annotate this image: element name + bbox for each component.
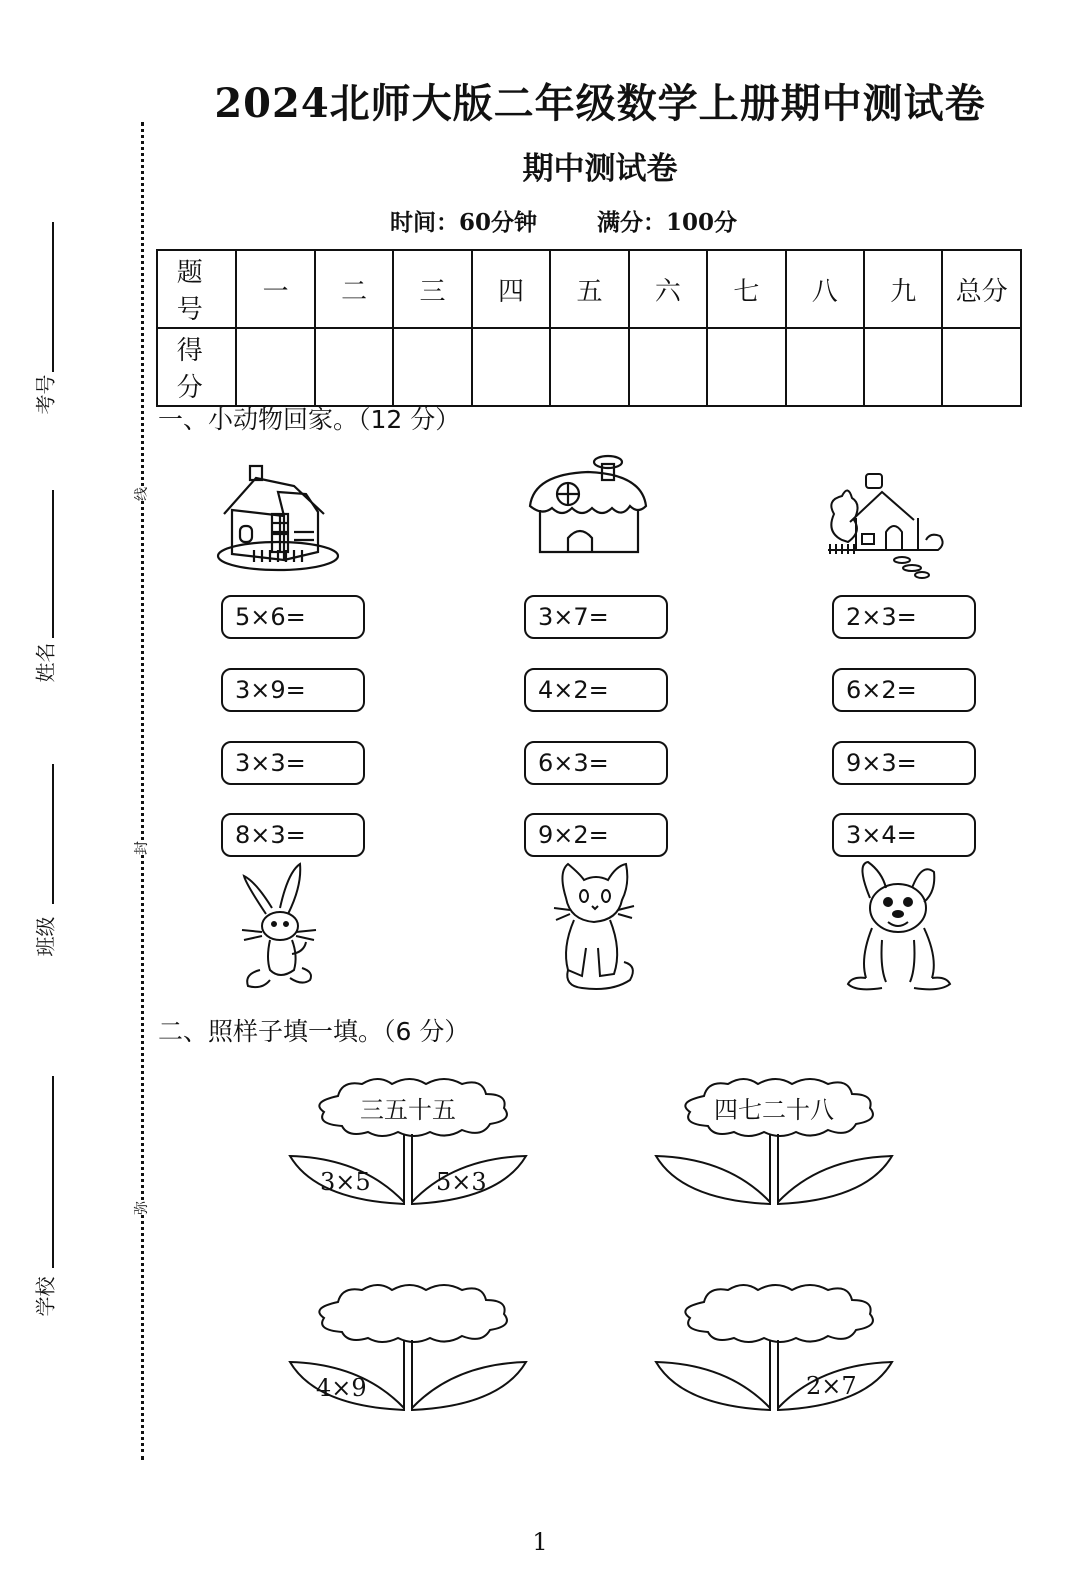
binding-dotted-line xyxy=(141,122,144,1460)
equation-box[interactable]: 3×9= xyxy=(221,668,365,712)
field-label-school: 学校 xyxy=(33,1276,58,1317)
equation-box[interactable]: 4×2= xyxy=(524,668,668,712)
score-table-cell: 四 xyxy=(472,250,550,328)
cat-icon xyxy=(552,858,638,994)
cottage-house-icon xyxy=(524,454,652,560)
score-table-cell: 题 号 xyxy=(157,250,236,328)
field-line-exam-number xyxy=(52,222,54,372)
score-table-cell: 六 xyxy=(629,250,707,328)
flower-question xyxy=(652,1076,896,1212)
page-number: 1 xyxy=(532,1528,548,1556)
field-line-name xyxy=(52,490,54,638)
score-table-cell: 九 xyxy=(864,250,942,328)
equation-box[interactable]: 3×4= xyxy=(832,813,976,857)
score-table-header-row xyxy=(157,250,1021,328)
barn-house-icon xyxy=(214,462,342,574)
equation-box[interactable]: 9×3= xyxy=(832,741,976,785)
seal-mark-seal: 封 xyxy=(131,841,151,855)
page-subtitle: 期中测试卷 xyxy=(522,151,678,187)
equation-box[interactable]: 9×2= xyxy=(524,813,668,857)
left-leaf-text: 3×5 xyxy=(320,1168,371,1196)
garden-house-icon xyxy=(822,470,952,580)
cloud-text: 三五十五 xyxy=(360,1096,456,1124)
section1-title: 一、小动物回家。（12 分） xyxy=(158,405,461,434)
page-title: 2024北师大版二年级数学上册期中测试卷 xyxy=(214,80,986,127)
score-table-cell: 七 xyxy=(707,250,785,328)
flower-question xyxy=(652,1282,896,1418)
right-leaf-text: 5×3 xyxy=(436,1168,487,1196)
full-score-label: 满分：100分 xyxy=(597,209,738,236)
score-input-cell[interactable] xyxy=(864,328,942,406)
equation-box[interactable]: 6×2= xyxy=(832,668,976,712)
equation-box[interactable]: 8×3= xyxy=(221,813,365,857)
equation-box[interactable]: 3×3= xyxy=(221,741,365,785)
score-input-cell[interactable] xyxy=(393,328,471,406)
flower-question xyxy=(286,1282,530,1418)
equation-box[interactable]: 3×7= xyxy=(524,595,668,639)
equation-box[interactable]: 6×3= xyxy=(524,741,668,785)
equation-box[interactable]: 5×6= xyxy=(221,595,365,639)
equation-box[interactable]: 2×3= xyxy=(832,595,976,639)
cloud-text: 四七二十八 xyxy=(714,1096,834,1124)
time-label: 时间：60分钟 xyxy=(390,209,538,236)
seal-mark-close: 弥 xyxy=(131,1201,151,1215)
exam-info xyxy=(390,204,797,237)
score-table-cell: 一 xyxy=(236,250,314,328)
score-table xyxy=(156,249,1022,407)
section2-title: 二、照样子填一填。（6 分） xyxy=(158,1017,470,1046)
score-input-cell[interactable] xyxy=(786,328,864,406)
flower-shape-icon xyxy=(652,1282,896,1418)
score-table-cell: 二 xyxy=(315,250,393,328)
field-label-class: 班级 xyxy=(33,916,58,957)
right-leaf-text: 2×7 xyxy=(806,1372,857,1400)
rabbit-icon xyxy=(236,862,322,994)
field-label-name: 姓名 xyxy=(33,642,58,683)
field-label-exam-number: 考号 xyxy=(33,374,58,415)
score-input-cell[interactable] xyxy=(707,328,785,406)
field-line-class xyxy=(52,764,54,904)
score-input-cell[interactable] xyxy=(315,328,393,406)
score-table-cell: 八 xyxy=(786,250,864,328)
score-input-cell[interactable] xyxy=(472,328,550,406)
score-table-score-row xyxy=(157,328,1021,406)
score-table-cell: 三 xyxy=(393,250,471,328)
seal-mark-line: 线 xyxy=(131,487,151,501)
score-input-cell[interactable] xyxy=(550,328,628,406)
score-input-cell[interactable] xyxy=(236,328,314,406)
flower-example xyxy=(286,1076,530,1212)
dog-icon xyxy=(842,858,954,994)
score-table-cell: 五 xyxy=(550,250,628,328)
score-input-cell[interactable] xyxy=(942,328,1021,406)
score-input-cell[interactable] xyxy=(629,328,707,406)
score-table-cell: 得 分 xyxy=(157,328,236,406)
field-line-school xyxy=(52,1076,54,1268)
score-table-cell: 总分 xyxy=(942,250,1021,328)
left-leaf-text: 4×9 xyxy=(316,1374,367,1402)
